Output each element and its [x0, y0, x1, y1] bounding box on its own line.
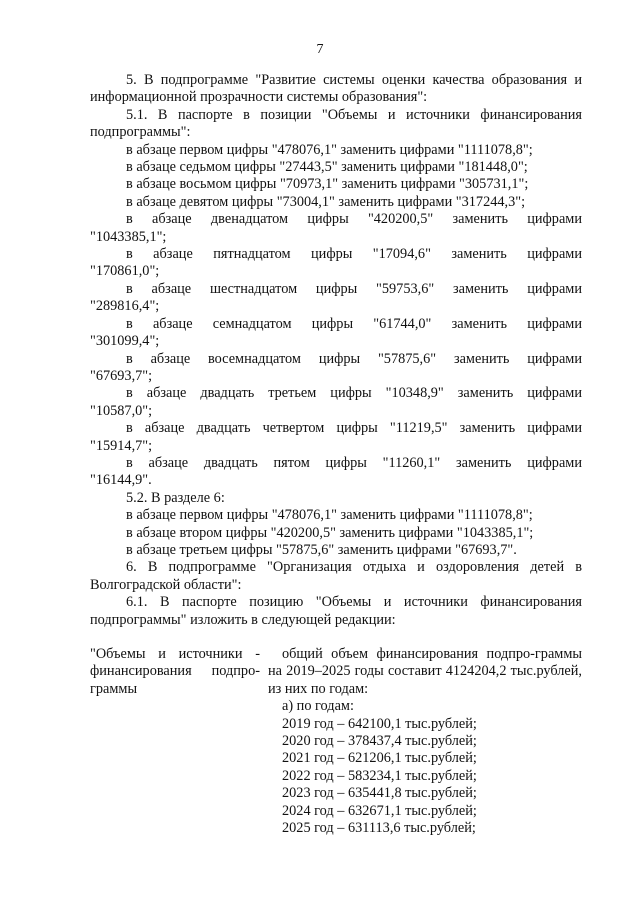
- amendment-line: в абзаце двадцать четвертом цифры "11219,5" заменить цифрами: [126, 420, 582, 437]
- amendment-line: в абзаце седьмом цифры "27443,5" заменить цифрами "181448,0";: [126, 159, 528, 176]
- amendment-line: в абзаце девятом цифры "73004,1" заменить цифрами "317244,3";: [126, 193, 526, 210]
- amendment-line-continuation: "10587,0";: [90, 402, 153, 419]
- amendment-line: в абзаце двадцать третьем цифры "10348,9" заменить цифрами: [126, 385, 582, 402]
- year-line: 2020 год – 378437,4 тыс.рублей;: [282, 733, 477, 750]
- amendment-line: в абзаце первом цифры "478076,1" заменить цифрами "1111078,8";: [126, 141, 533, 158]
- spacer: [90, 629, 582, 646]
- amendment-line: в абзаце втором цифры "420200,5" заменить цифрами "1043385,1";: [126, 524, 534, 541]
- page-number: 7: [316, 42, 324, 57]
- amendment-line: в абзаце восемнадцатом цифры "57875,6" заменить цифрами: [126, 350, 582, 367]
- amendment-line: в абзаце семнадцатом цифры "61744,0" заменить цифрами: [126, 315, 582, 332]
- amendment-line-continuation: "16144,9".: [90, 472, 152, 489]
- item-6-1: 6.1. В паспорте позицию "Объемы и источники финансирования подпрограммы" изложить в следующей редакции:: [90, 594, 582, 628]
- amendment-line: в абзаце двенадцатом цифры "420200,5" заменить цифрами: [126, 211, 582, 228]
- amendment-line-continuation: "301099,4";: [90, 333, 160, 350]
- amendment-line: в абзаце пятнадцатом цифры "17094,6" заменить цифрами: [126, 246, 582, 263]
- financing-table: [90, 646, 582, 837]
- year-line: 2025 год – 631113,6 тыс.рублей;: [282, 820, 476, 837]
- year-line: 2021 год – 621206,1 тыс.рублей;: [282, 750, 477, 767]
- document-body: [90, 72, 582, 837]
- amendment-line-continuation: "1043385,1";: [90, 228, 167, 245]
- section-6-heading: 6. В подпрограмме "Организация отдыха и оздоровления детей в Волгоградской области":: [90, 559, 582, 593]
- year-line: 2022 год – 583234,1 тыс.рублей;: [282, 767, 477, 784]
- table-left-cell: "Объемы и источники - финансирования подпро-граммы: [90, 646, 260, 697]
- amendment-line: в абзаце третьем цифры "57875,6" заменить цифрами "67693,7".: [126, 541, 517, 558]
- table-right-intro: общий объем финансирования подпро-граммы на 2019–2025 годы составит 4124204,2 тыс.рублей, из них по годам:: [268, 646, 582, 697]
- year-line: 2019 год – 642100,1 тыс.рублей;: [282, 715, 477, 732]
- table-left-column: [90, 646, 268, 837]
- amendment-line-continuation: "170861,0";: [90, 263, 160, 280]
- amendment-line: в абзаце двадцать пятом цифры "11260,1" заменить цифрами: [126, 454, 582, 471]
- amendment-line: в абзаце первом цифры "478076,1" заменить цифрами "1111078,8";: [126, 507, 533, 524]
- item-5-1: 5.1. В паспорте в позиции "Объемы и источники финансирования подпрограммы":: [90, 106, 582, 141]
- item-5-2: 5.2. В разделе 6:: [126, 489, 225, 506]
- year-line: 2023 год – 635441,8 тыс.рублей;: [282, 785, 477, 802]
- section-5-heading: 5. В подпрограмме "Развитие системы оценки качества образования и информационной прозрачности системы образования":: [90, 72, 582, 106]
- table-right-sub: а) по годам:: [282, 698, 354, 715]
- year-line: 2024 год – 632671,1 тыс.рублей;: [282, 802, 477, 819]
- amendment-line-continuation: "15914,7";: [90, 437, 153, 454]
- amendment-line: в абзаце восьмом цифры "70973,1" заменить цифрами "305731,1";: [126, 176, 529, 193]
- amendment-line-continuation: "289816,4";: [90, 298, 160, 315]
- amendment-line-continuation: "67693,7";: [90, 367, 153, 384]
- table-right-column: [268, 646, 582, 837]
- amendment-line: в абзаце шестнадцатом цифры "59753,6" заменить цифрами: [126, 280, 582, 297]
